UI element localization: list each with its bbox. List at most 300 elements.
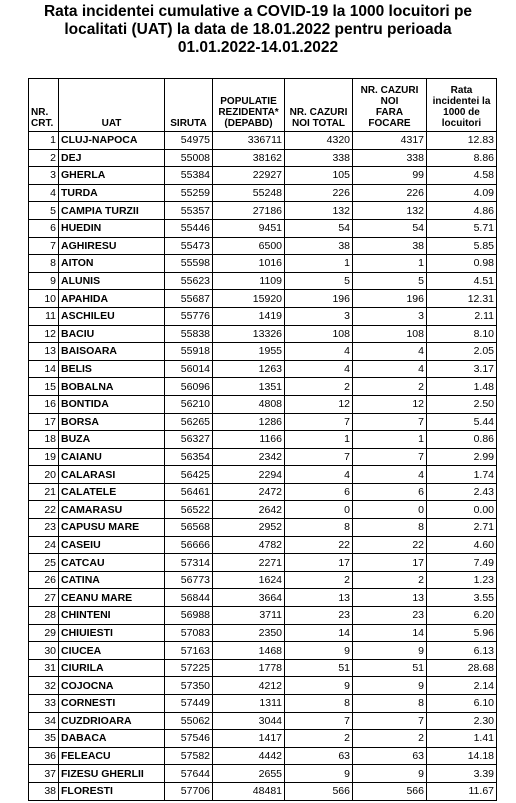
cell-uat: DABACA bbox=[59, 730, 165, 748]
cell-siruta: 57225 bbox=[165, 659, 213, 677]
cell-uat: BELIS bbox=[59, 360, 165, 378]
cell-rata: 2.99 bbox=[427, 448, 497, 466]
cell-rata: 0.00 bbox=[427, 501, 497, 519]
cell-uat: ALUNIS bbox=[59, 272, 165, 290]
cell-cazuri-total: 13 bbox=[285, 589, 353, 607]
table-row bbox=[29, 413, 497, 431]
cell-populatie: 9451 bbox=[213, 219, 285, 237]
cell-populatie: 1311 bbox=[213, 695, 285, 713]
cell-cazuri-total: 2 bbox=[285, 571, 353, 589]
table-row bbox=[29, 624, 497, 642]
cell-populatie: 38162 bbox=[213, 149, 285, 167]
cell-nr: 7 bbox=[29, 237, 59, 255]
table-row bbox=[29, 677, 497, 695]
cell-populatie: 22927 bbox=[213, 167, 285, 185]
cell-rata: 4.09 bbox=[427, 184, 497, 202]
cell-cazuri-fara-focare: 7 bbox=[353, 448, 427, 466]
cell-siruta: 55623 bbox=[165, 272, 213, 290]
cell-cazuri-total: 3 bbox=[285, 307, 353, 325]
cell-populatie: 1955 bbox=[213, 343, 285, 361]
cell-cazuri-fara-focare: 2 bbox=[353, 571, 427, 589]
cell-nr: 35 bbox=[29, 730, 59, 748]
cell-cazuri-fara-focare: 132 bbox=[353, 202, 427, 220]
table-row bbox=[29, 554, 497, 572]
cell-siruta: 57546 bbox=[165, 730, 213, 748]
cell-populatie: 3711 bbox=[213, 607, 285, 625]
table-row bbox=[29, 272, 497, 290]
table-row bbox=[29, 519, 497, 537]
cell-nr: 20 bbox=[29, 466, 59, 484]
cell-rata: 5.44 bbox=[427, 413, 497, 431]
cell-nr: 19 bbox=[29, 448, 59, 466]
cell-siruta: 57582 bbox=[165, 747, 213, 765]
cell-cazuri-total: 8 bbox=[285, 695, 353, 713]
cell-rata: 3.17 bbox=[427, 360, 497, 378]
cell-populatie: 1109 bbox=[213, 272, 285, 290]
cell-cazuri-fara-focare: 4317 bbox=[353, 132, 427, 150]
cell-cazuri-fara-focare: 1 bbox=[353, 255, 427, 273]
cell-rata: 1.41 bbox=[427, 730, 497, 748]
cell-cazuri-fara-focare: 9 bbox=[353, 677, 427, 695]
cell-uat: CORNESTI bbox=[59, 695, 165, 713]
header-rata: Rata incidentei la 1000 de locuitori bbox=[427, 79, 497, 132]
cell-rata: 6.10 bbox=[427, 695, 497, 713]
cell-populatie: 27186 bbox=[213, 202, 285, 220]
cell-siruta: 55446 bbox=[165, 219, 213, 237]
cell-siruta: 56265 bbox=[165, 413, 213, 431]
cell-cazuri-fara-focare: 51 bbox=[353, 659, 427, 677]
cell-uat: FELEACU bbox=[59, 747, 165, 765]
cell-siruta: 55918 bbox=[165, 343, 213, 361]
cell-uat: DEJ bbox=[59, 149, 165, 167]
cell-siruta: 55259 bbox=[165, 184, 213, 202]
table-row bbox=[29, 431, 497, 449]
cell-siruta: 57706 bbox=[165, 782, 213, 800]
title-line-1: Rata incidentei cumulative a COVID-19 la 1000 locuitori pe bbox=[43, 3, 473, 20]
cell-cazuri-total: 51 bbox=[285, 659, 353, 677]
header-cazuri-fara-focare: NR. CAZURI NOI FARA FOCARE bbox=[353, 79, 427, 132]
cell-uat: BACIU bbox=[59, 325, 165, 343]
cell-uat: CUZDRIOARA bbox=[59, 712, 165, 730]
cell-nr: 10 bbox=[29, 290, 59, 308]
table-row bbox=[29, 747, 497, 765]
cell-siruta: 57350 bbox=[165, 677, 213, 695]
cell-rata: 28.68 bbox=[427, 659, 497, 677]
table-row bbox=[29, 448, 497, 466]
cell-populatie: 1016 bbox=[213, 255, 285, 273]
cell-siruta: 54975 bbox=[165, 132, 213, 150]
cell-cazuri-fara-focare: 2 bbox=[353, 378, 427, 396]
cell-nr: 37 bbox=[29, 765, 59, 783]
cell-siruta: 56522 bbox=[165, 501, 213, 519]
cell-populatie: 1468 bbox=[213, 642, 285, 660]
cell-nr: 23 bbox=[29, 519, 59, 537]
cell-cazuri-total: 0 bbox=[285, 501, 353, 519]
cell-cazuri-fara-focare: 226 bbox=[353, 184, 427, 202]
cell-siruta: 57449 bbox=[165, 695, 213, 713]
cell-cazuri-fara-focare: 196 bbox=[353, 290, 427, 308]
cell-rata: 6.13 bbox=[427, 642, 497, 660]
cell-rata: 3.39 bbox=[427, 765, 497, 783]
cell-cazuri-total: 4 bbox=[285, 343, 353, 361]
cell-cazuri-fara-focare: 9 bbox=[353, 642, 427, 660]
cell-uat: CAIANU bbox=[59, 448, 165, 466]
cell-populatie: 1166 bbox=[213, 431, 285, 449]
cell-cazuri-fara-focare: 1 bbox=[353, 431, 427, 449]
cell-nr: 4 bbox=[29, 184, 59, 202]
cell-siruta: 56773 bbox=[165, 571, 213, 589]
cell-populatie: 6500 bbox=[213, 237, 285, 255]
cell-nr: 14 bbox=[29, 360, 59, 378]
table-row bbox=[29, 607, 497, 625]
table-row bbox=[29, 536, 497, 554]
cell-nr: 26 bbox=[29, 571, 59, 589]
cell-rata: 0.86 bbox=[427, 431, 497, 449]
cell-nr: 15 bbox=[29, 378, 59, 396]
cell-populatie: 13326 bbox=[213, 325, 285, 343]
cell-uat: CEANU MARE bbox=[59, 589, 165, 607]
table-row bbox=[29, 202, 497, 220]
cell-uat: AITON bbox=[59, 255, 165, 273]
cell-nr: 12 bbox=[29, 325, 59, 343]
cell-cazuri-fara-focare: 6 bbox=[353, 483, 427, 501]
cell-rata: 2.11 bbox=[427, 307, 497, 325]
cell-rata: 1.74 bbox=[427, 466, 497, 484]
cell-rata: 5.85 bbox=[427, 237, 497, 255]
table-row bbox=[29, 712, 497, 730]
cell-cazuri-total: 4320 bbox=[285, 132, 353, 150]
cell-populatie: 1778 bbox=[213, 659, 285, 677]
cell-cazuri-total: 226 bbox=[285, 184, 353, 202]
cell-siruta: 56014 bbox=[165, 360, 213, 378]
cell-uat: HUEDIN bbox=[59, 219, 165, 237]
cell-cazuri-fara-focare: 4 bbox=[353, 360, 427, 378]
cell-rata: 2.05 bbox=[427, 343, 497, 361]
table-row bbox=[29, 237, 497, 255]
cell-siruta: 56096 bbox=[165, 378, 213, 396]
cell-cazuri-fara-focare: 566 bbox=[353, 782, 427, 800]
table-row bbox=[29, 695, 497, 713]
cell-cazuri-total: 6 bbox=[285, 483, 353, 501]
cell-uat: CIURILA bbox=[59, 659, 165, 677]
cell-cazuri-fara-focare: 54 bbox=[353, 219, 427, 237]
cell-rata: 12.31 bbox=[427, 290, 497, 308]
cell-siruta: 55598 bbox=[165, 255, 213, 273]
cell-rata: 14.18 bbox=[427, 747, 497, 765]
cell-rata: 1.48 bbox=[427, 378, 497, 396]
cell-nr: 6 bbox=[29, 219, 59, 237]
cell-siruta: 56568 bbox=[165, 519, 213, 537]
table-row bbox=[29, 255, 497, 273]
table-row bbox=[29, 730, 497, 748]
cell-cazuri-total: 196 bbox=[285, 290, 353, 308]
title-line-2: localitati (UAT) la data de 18.01.2022 pentru perioada bbox=[64, 21, 452, 38]
cell-uat: BORSA bbox=[59, 413, 165, 431]
cell-cazuri-total: 4 bbox=[285, 466, 353, 484]
table-row bbox=[29, 149, 497, 167]
cell-cazuri-fara-focare: 17 bbox=[353, 554, 427, 572]
cell-cazuri-total: 1 bbox=[285, 255, 353, 273]
cell-cazuri-total: 38 bbox=[285, 237, 353, 255]
cell-nr: 33 bbox=[29, 695, 59, 713]
cell-nr: 8 bbox=[29, 255, 59, 273]
cell-siruta: 55384 bbox=[165, 167, 213, 185]
cell-cazuri-total: 7 bbox=[285, 712, 353, 730]
cell-cazuri-fara-focare: 8 bbox=[353, 695, 427, 713]
cell-uat: CALATELE bbox=[59, 483, 165, 501]
table-row bbox=[29, 571, 497, 589]
table-row bbox=[29, 395, 497, 413]
cell-cazuri-fara-focare: 14 bbox=[353, 624, 427, 642]
cell-cazuri-total: 5 bbox=[285, 272, 353, 290]
cell-cazuri-total: 4 bbox=[285, 360, 353, 378]
cell-nr: 24 bbox=[29, 536, 59, 554]
cell-populatie: 55248 bbox=[213, 184, 285, 202]
cell-populatie: 2952 bbox=[213, 519, 285, 537]
cell-uat: TURDA bbox=[59, 184, 165, 202]
cell-cazuri-fara-focare: 4 bbox=[353, 343, 427, 361]
cell-cazuri-fara-focare: 9 bbox=[353, 765, 427, 783]
cell-nr: 38 bbox=[29, 782, 59, 800]
cell-cazuri-total: 8 bbox=[285, 519, 353, 537]
cell-nr: 1 bbox=[29, 132, 59, 150]
cell-cazuri-fara-focare: 338 bbox=[353, 149, 427, 167]
cell-populatie: 4212 bbox=[213, 677, 285, 695]
cell-cazuri-total: 1 bbox=[285, 431, 353, 449]
cell-cazuri-total: 132 bbox=[285, 202, 353, 220]
cell-siruta: 56210 bbox=[165, 395, 213, 413]
cell-populatie: 48481 bbox=[213, 782, 285, 800]
cell-populatie: 2472 bbox=[213, 483, 285, 501]
cell-uat: CAPUSU MARE bbox=[59, 519, 165, 537]
cell-nr: 2 bbox=[29, 149, 59, 167]
table-row bbox=[29, 501, 497, 519]
header-siruta: SIRUTA bbox=[165, 79, 213, 132]
cell-cazuri-fara-focare: 2 bbox=[353, 730, 427, 748]
cell-nr: 16 bbox=[29, 395, 59, 413]
cell-cazuri-total: 9 bbox=[285, 642, 353, 660]
cell-nr: 32 bbox=[29, 677, 59, 695]
cell-uat: COJOCNA bbox=[59, 677, 165, 695]
cell-populatie: 2655 bbox=[213, 765, 285, 783]
cell-uat: BAISOARA bbox=[59, 343, 165, 361]
cell-populatie: 2294 bbox=[213, 466, 285, 484]
cell-populatie: 336711 bbox=[213, 132, 285, 150]
cell-rata: 4.60 bbox=[427, 536, 497, 554]
cell-cazuri-fara-focare: 7 bbox=[353, 712, 427, 730]
cell-nr: 17 bbox=[29, 413, 59, 431]
cell-cazuri-fara-focare: 108 bbox=[353, 325, 427, 343]
cell-populatie: 1624 bbox=[213, 571, 285, 589]
cell-populatie: 1286 bbox=[213, 413, 285, 431]
cell-siruta: 55062 bbox=[165, 712, 213, 730]
table-row bbox=[29, 782, 497, 800]
cell-populatie: 1419 bbox=[213, 307, 285, 325]
cell-cazuri-total: 23 bbox=[285, 607, 353, 625]
cell-nr: 30 bbox=[29, 642, 59, 660]
table-row bbox=[29, 307, 497, 325]
cell-nr: 13 bbox=[29, 343, 59, 361]
cell-rata: 2.14 bbox=[427, 677, 497, 695]
cell-cazuri-fara-focare: 99 bbox=[353, 167, 427, 185]
header-cazuri-total: NR. CAZURI NOI TOTAL bbox=[285, 79, 353, 132]
table-row bbox=[29, 378, 497, 396]
cell-populatie: 4782 bbox=[213, 536, 285, 554]
document-title bbox=[0, 3, 516, 57]
header-uat: UAT bbox=[59, 79, 165, 132]
cell-cazuri-total: 22 bbox=[285, 536, 353, 554]
cell-cazuri-fara-focare: 4 bbox=[353, 466, 427, 484]
cell-nr: 28 bbox=[29, 607, 59, 625]
cell-siruta: 56354 bbox=[165, 448, 213, 466]
cell-cazuri-total: 54 bbox=[285, 219, 353, 237]
header-nr-crt: NR. CRT. bbox=[29, 79, 59, 132]
cell-rata: 8.86 bbox=[427, 149, 497, 167]
cell-populatie: 3664 bbox=[213, 589, 285, 607]
cell-populatie: 15920 bbox=[213, 290, 285, 308]
cell-populatie: 2642 bbox=[213, 501, 285, 519]
cell-siruta: 56425 bbox=[165, 466, 213, 484]
cell-uat: APAHIDA bbox=[59, 290, 165, 308]
cell-cazuri-total: 14 bbox=[285, 624, 353, 642]
cell-nr: 31 bbox=[29, 659, 59, 677]
cell-uat: CATCAU bbox=[59, 554, 165, 572]
cell-rata: 2.30 bbox=[427, 712, 497, 730]
table-row bbox=[29, 132, 497, 150]
cell-nr: 36 bbox=[29, 747, 59, 765]
cell-cazuri-fara-focare: 22 bbox=[353, 536, 427, 554]
cell-nr: 11 bbox=[29, 307, 59, 325]
cell-uat: CIUCEA bbox=[59, 642, 165, 660]
cell-cazuri-fara-focare: 12 bbox=[353, 395, 427, 413]
table-row bbox=[29, 765, 497, 783]
cell-cazuri-total: 566 bbox=[285, 782, 353, 800]
cell-siruta: 57083 bbox=[165, 624, 213, 642]
cell-nr: 25 bbox=[29, 554, 59, 572]
cell-cazuri-fara-focare: 38 bbox=[353, 237, 427, 255]
cell-nr: 18 bbox=[29, 431, 59, 449]
cell-rata: 1.23 bbox=[427, 571, 497, 589]
cell-cazuri-total: 12 bbox=[285, 395, 353, 413]
cell-uat: CALARASI bbox=[59, 466, 165, 484]
cell-rata: 3.55 bbox=[427, 589, 497, 607]
cell-rata: 5.71 bbox=[427, 219, 497, 237]
cell-cazuri-total: 17 bbox=[285, 554, 353, 572]
cell-siruta: 55008 bbox=[165, 149, 213, 167]
table-row bbox=[29, 360, 497, 378]
table-row bbox=[29, 642, 497, 660]
cell-populatie: 1263 bbox=[213, 360, 285, 378]
cell-populatie: 1351 bbox=[213, 378, 285, 396]
cell-uat: FLORESTI bbox=[59, 782, 165, 800]
cell-siruta: 57163 bbox=[165, 642, 213, 660]
cell-nr: 5 bbox=[29, 202, 59, 220]
table-row bbox=[29, 219, 497, 237]
cell-cazuri-total: 9 bbox=[285, 677, 353, 695]
cell-rata: 4.86 bbox=[427, 202, 497, 220]
cell-populatie: 4808 bbox=[213, 395, 285, 413]
cell-uat: CHIUIESTI bbox=[59, 624, 165, 642]
cell-nr: 27 bbox=[29, 589, 59, 607]
cell-cazuri-total: 338 bbox=[285, 149, 353, 167]
table-row bbox=[29, 325, 497, 343]
header-row bbox=[29, 79, 497, 132]
cell-uat: AGHIRESU bbox=[59, 237, 165, 255]
cell-cazuri-total: 105 bbox=[285, 167, 353, 185]
table-row bbox=[29, 483, 497, 501]
cell-cazuri-total: 9 bbox=[285, 765, 353, 783]
cell-cazuri-fara-focare: 23 bbox=[353, 607, 427, 625]
cell-nr: 22 bbox=[29, 501, 59, 519]
table-row bbox=[29, 589, 497, 607]
cell-cazuri-total: 2 bbox=[285, 378, 353, 396]
cell-uat: CLUJ-NAPOCA bbox=[59, 132, 165, 150]
cell-populatie: 2350 bbox=[213, 624, 285, 642]
cell-uat: ASCHILEU bbox=[59, 307, 165, 325]
cell-uat: FIZESU GHERLII bbox=[59, 765, 165, 783]
cell-cazuri-fara-focare: 63 bbox=[353, 747, 427, 765]
cell-cazuri-fara-focare: 3 bbox=[353, 307, 427, 325]
cell-siruta: 55357 bbox=[165, 202, 213, 220]
table-row bbox=[29, 290, 497, 308]
cell-cazuri-fara-focare: 13 bbox=[353, 589, 427, 607]
cell-nr: 9 bbox=[29, 272, 59, 290]
cell-cazuri-fara-focare: 8 bbox=[353, 519, 427, 537]
cell-cazuri-total: 2 bbox=[285, 730, 353, 748]
cell-uat: BONTIDA bbox=[59, 395, 165, 413]
table-row bbox=[29, 184, 497, 202]
cell-cazuri-total: 7 bbox=[285, 413, 353, 431]
cell-siruta: 55776 bbox=[165, 307, 213, 325]
cell-nr: 29 bbox=[29, 624, 59, 642]
cell-uat: BUZA bbox=[59, 431, 165, 449]
cell-nr: 21 bbox=[29, 483, 59, 501]
cell-uat: CAMPIA TURZII bbox=[59, 202, 165, 220]
cell-uat: CHINTENI bbox=[59, 607, 165, 625]
table-row bbox=[29, 659, 497, 677]
cell-cazuri-fara-focare: 0 bbox=[353, 501, 427, 519]
cell-siruta: 56461 bbox=[165, 483, 213, 501]
cell-siruta: 56988 bbox=[165, 607, 213, 625]
cell-rata: 7.49 bbox=[427, 554, 497, 572]
cell-siruta: 57314 bbox=[165, 554, 213, 572]
cell-rata: 4.58 bbox=[427, 167, 497, 185]
cell-populatie: 1417 bbox=[213, 730, 285, 748]
cell-siruta: 55473 bbox=[165, 237, 213, 255]
cell-rata: 5.96 bbox=[427, 624, 497, 642]
table-row bbox=[29, 167, 497, 185]
cell-rata: 0.98 bbox=[427, 255, 497, 273]
cell-siruta: 55838 bbox=[165, 325, 213, 343]
cell-siruta: 56327 bbox=[165, 431, 213, 449]
title-line-3: 01.01.2022-14.01.2022 bbox=[177, 39, 339, 56]
cell-siruta: 55687 bbox=[165, 290, 213, 308]
cell-uat: BOBALNA bbox=[59, 378, 165, 396]
cell-nr: 34 bbox=[29, 712, 59, 730]
table-row bbox=[29, 466, 497, 484]
cell-uat: GHERLA bbox=[59, 167, 165, 185]
cell-siruta: 56844 bbox=[165, 589, 213, 607]
cell-rata: 2.50 bbox=[427, 395, 497, 413]
cell-populatie: 2342 bbox=[213, 448, 285, 466]
cell-cazuri-total: 108 bbox=[285, 325, 353, 343]
table-row bbox=[29, 343, 497, 361]
cell-populatie: 3044 bbox=[213, 712, 285, 730]
cell-cazuri-total: 7 bbox=[285, 448, 353, 466]
cell-uat: CASEIU bbox=[59, 536, 165, 554]
cell-rata: 6.20 bbox=[427, 607, 497, 625]
cell-uat: CAMARASU bbox=[59, 501, 165, 519]
